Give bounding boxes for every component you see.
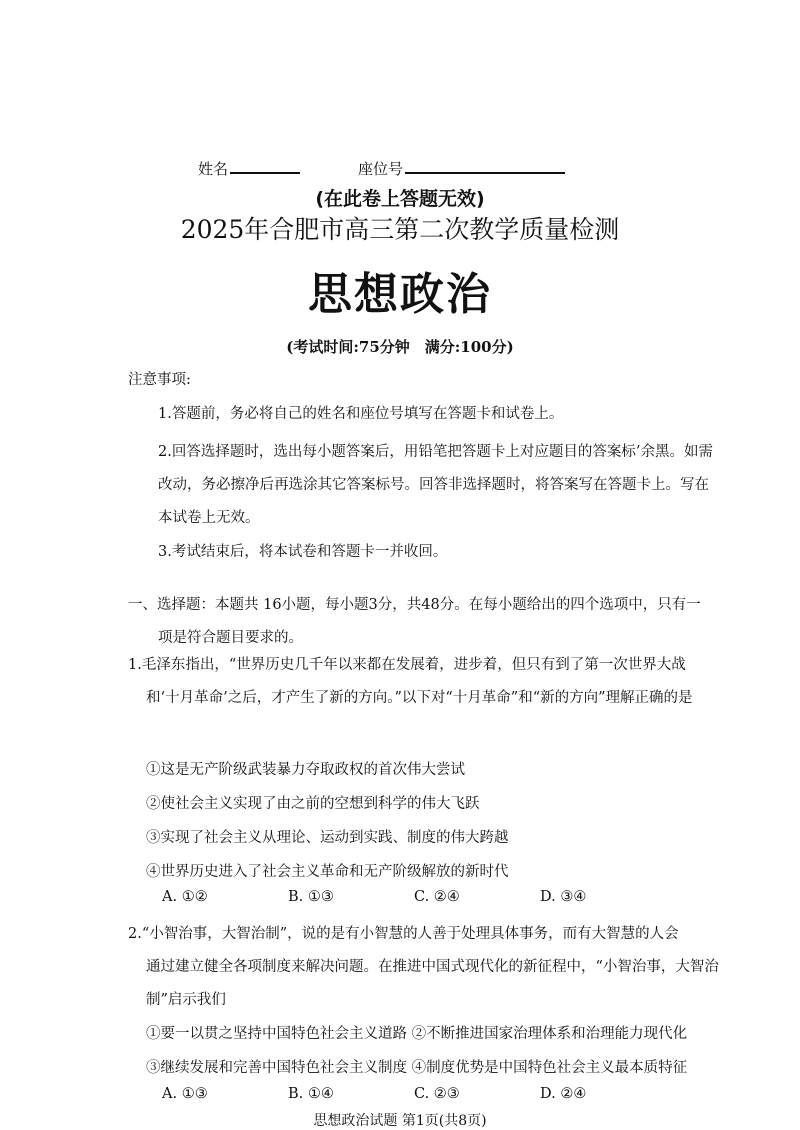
choice-a[interactable]: A. ①③ [162, 1086, 208, 1102]
exam-meta: (考试时间:75分钟 满分:100分) [286, 338, 514, 356]
question-1-choices [162, 889, 666, 905]
name-blank[interactable] [230, 158, 300, 174]
question-stem-line: 通过建立健全各项制度来解决问题。在推进中国式现代化的新征程中，“小智治事，大智治制”启示我们 [146, 959, 719, 1008]
question-1-stem [128, 649, 720, 715]
seat-blank[interactable] [405, 158, 565, 174]
choice-d[interactable]: D. ②④ [540, 1086, 587, 1102]
notes-title: 注意事项: [128, 372, 191, 388]
note-item: 1.答题前，务必将自己的姓名和座位号填写在答题卡和试卷上。 [158, 406, 564, 422]
question-stem-line: 1.毛泽东指出，“世界历史几千年以来都在发展着，进步着，但只有到了第一次世界大战 [128, 657, 686, 673]
choice-c[interactable]: C. ②④ [414, 889, 460, 905]
choice-a[interactable]: A. ①② [162, 889, 208, 905]
name-field[interactable] [198, 158, 300, 179]
choice-c[interactable]: C. ②③ [414, 1086, 460, 1102]
question-option: ③继续发展和完善中国特色社会主义制度 ④制度优势是中国特色社会主义最本质特征 [146, 1060, 688, 1076]
question-stem-line: 和‘十月革命’之后，才产生了新的方向。”以下对“十月革命”和“新的方向”理解正确的是 [146, 690, 693, 706]
section-line: 一、选择题：本题共 16小题，每小题3分，共48分。在每小题给出的四个选项中，只有一 [128, 597, 701, 613]
question-2-choices [162, 1086, 666, 1102]
question-option: ①要一以贯之坚持中国特色社会主义道路 ②不断推进国家治理体系和治理能力现代化 [146, 1026, 688, 1042]
seat-label: 座位号 [358, 160, 404, 178]
section-heading [128, 589, 718, 655]
invalid-note: (在此卷上答题无效) [315, 188, 485, 210]
question-2-stem [128, 918, 720, 1017]
section-line: 项是符合题目要求的。 [158, 630, 303, 646]
subject-title: 思想政治 [308, 269, 492, 320]
question-option: ③实现了社会主义从理论、运动到实践、制度的伟大跨越 [146, 830, 509, 846]
question-option: ①这是无产阶级武装暴力夺取政权的首次伟大尝试 [146, 762, 465, 778]
choice-b[interactable]: B. ①③ [288, 889, 334, 905]
name-label: 姓名 [198, 160, 229, 178]
question-option: ②使社会主义实现了由之前的空想到科学的伟大飞跃 [146, 796, 480, 812]
choice-b[interactable]: B. ①④ [288, 1086, 334, 1102]
question-option: ④世界历史进入了社会主义革命和无产阶级解放的新时代 [146, 864, 509, 880]
question-stem-line: 2.“小智治事，大智治制”，说的是有小智慧的人善于处理具体事务，而有大智慧的人会 [128, 926, 679, 942]
note-item: 2.回答选择题时，选出每小题答案后，用铅笔把答题卡上对应题目的答案标’余黑。如需改动，务必擦净后再选涂其它答案标号。回答非选择题时，将答案写在答题卡上。写在本试卷上无效。 [158, 444, 713, 526]
seat-field[interactable] [358, 158, 565, 179]
page-footer: 思想政治试题 第1页(共8页) [313, 1113, 487, 1129]
exam-title: 2025年合肥市高三第二次教学质量检测 [180, 215, 620, 244]
note-item: 3.考试结束后，将本试卷和答题卡一并收回。 [158, 544, 448, 560]
choice-d[interactable]: D. ③④ [540, 889, 587, 905]
